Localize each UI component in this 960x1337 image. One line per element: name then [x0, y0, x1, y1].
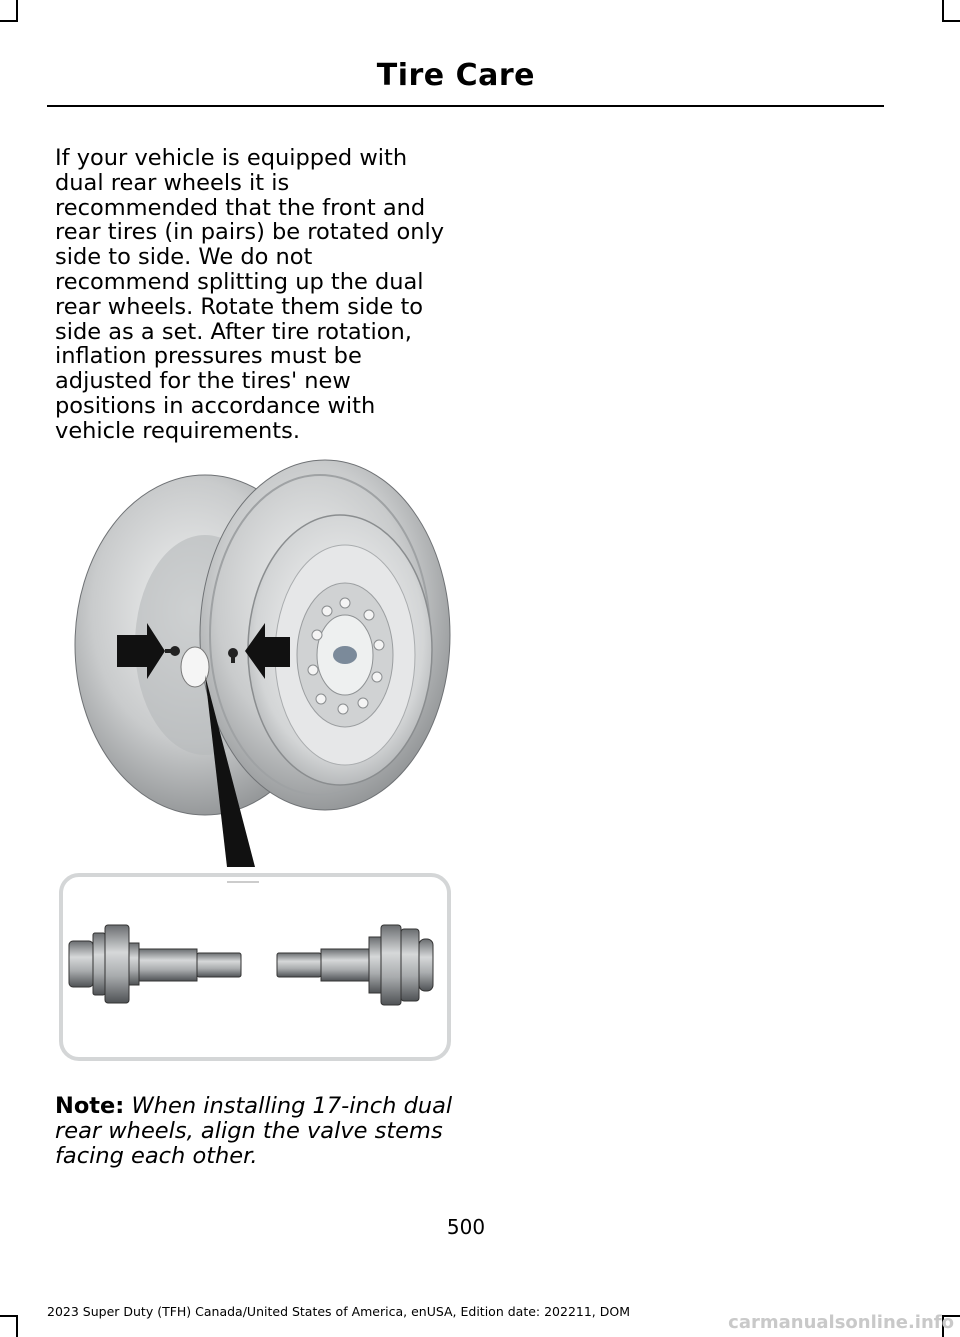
paragraph-line: inflation pressures must be [55, 343, 362, 370]
crop-mark-top-right-h [942, 20, 960, 22]
paragraph-line: vehicle requirements. [55, 417, 300, 444]
valve-stem-detail [61, 875, 449, 1059]
note-line: When installing 17-inch dual [131, 1093, 453, 1119]
paragraph-line: recommend splitting up the dual [55, 268, 424, 295]
paragraph-line: recommended that the front and [55, 194, 426, 221]
dual-wheel-illustration [55, 455, 455, 1065]
body-paragraph [55, 146, 455, 444]
paragraph-line: dual rear wheels it is [55, 169, 290, 196]
watermark: carmanualsonline.info [728, 1312, 954, 1333]
valve-hole [181, 647, 209, 687]
crop-mark-bottom-left-v [16, 1315, 18, 1337]
paragraph-line: rear wheels. Rotate them side to [55, 293, 424, 320]
header-divider [47, 105, 884, 107]
page-title: Tire Care [376, 58, 535, 93]
crop-mark-bottom-left-h [0, 1315, 18, 1317]
page-number: 500 [446, 1215, 486, 1239]
crop-mark-top-left-h [0, 20, 18, 22]
edition-footer: 2023 Super Duty (TFH) Canada/United States of America, enUSA, Edition date: 202211, DOM [47, 1304, 631, 1319]
paragraph-line: side as a set. After tire rotation, [55, 318, 412, 345]
ford-logo-icon [333, 646, 357, 664]
paragraph-line: positions in accordance with [55, 392, 376, 419]
paragraph-line: rear tires (in pairs) be rotated only [55, 219, 445, 246]
note-line: rear wheels, align the valve stems [55, 1117, 443, 1144]
note-label: Note: [55, 1093, 125, 1119]
note-line: facing each other. [55, 1142, 258, 1169]
paragraph-line: adjusted for the tires' new [55, 368, 351, 395]
paragraph-line: If your vehicle is equipped with [55, 145, 408, 171]
paragraph-line: side to side. We do not [55, 244, 313, 271]
crop-mark-top-right-v [942, 0, 944, 22]
crop-mark-top-left-v [16, 0, 18, 22]
note-paragraph [55, 1094, 455, 1168]
